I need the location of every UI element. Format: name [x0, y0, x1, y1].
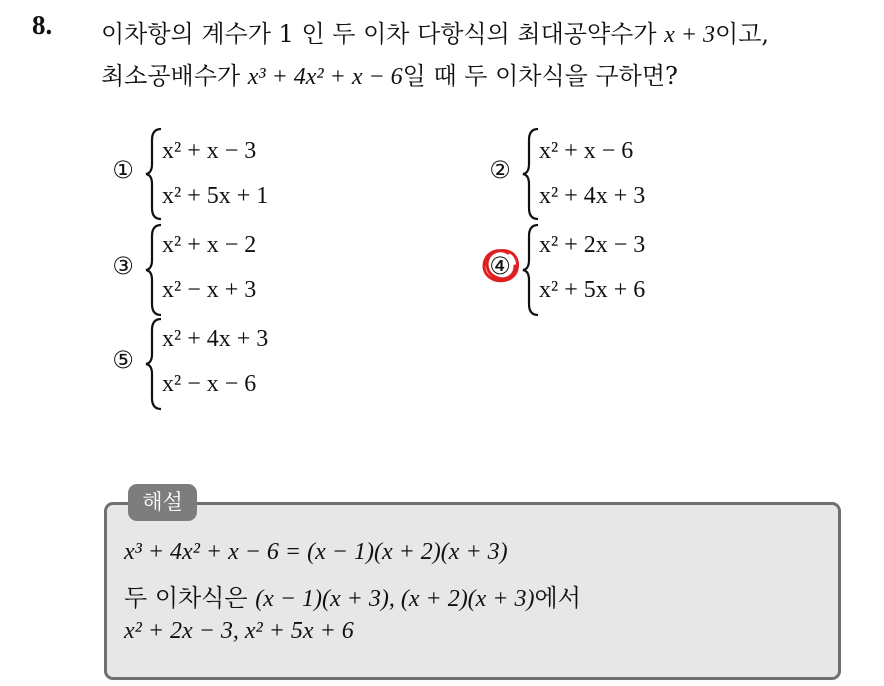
question-text-line-2: [101, 56, 678, 91]
choice-equation-2: x² + 5x + 1: [162, 183, 269, 209]
lcm-expression: x³ + 4x² + x − 6: [247, 64, 403, 90]
choice-equation-1: x² + 2x − 3: [539, 232, 646, 258]
choice-number: ③: [112, 252, 134, 280]
solution-text: 에서: [534, 584, 581, 612]
solution-line-3: x² + 2x − 3, x² + 5x + 6: [124, 618, 354, 644]
choice-equation-2: x² + 5x + 6: [539, 277, 646, 303]
question-text: 최소공배수가: [101, 62, 248, 90]
choice-equation-2: x² − x + 3: [162, 277, 257, 303]
question-number: 8.: [32, 10, 53, 40]
solution-line-2: [124, 578, 581, 613]
question-text-line-1: [101, 14, 769, 49]
question-text: 이고,: [715, 20, 770, 48]
solution-factors: (x − 1)(x + 3), (x + 2)(x + 3): [255, 586, 535, 612]
choice-number: ②: [489, 156, 511, 184]
question-text: 이차항의 계수가 1 인 두 이차 다항식의 최대공약수가: [101, 20, 665, 48]
choice-3[interactable]: [110, 222, 370, 318]
solution-line-1: x³ + 4x² + x − 6 = (x − 1)(x + 2)(x + 3): [124, 539, 508, 565]
choice-4[interactable]: [487, 222, 747, 318]
solution-label: 해설: [128, 484, 197, 521]
choice-number: ①: [112, 156, 134, 184]
choice-number: ⑤: [112, 346, 134, 374]
solution-text: 두 이차식은: [124, 584, 256, 612]
choice-equation-2: x² + 4x + 3: [539, 183, 646, 209]
gcd-expression: x + 3: [664, 22, 716, 48]
choice-equation-2: x² − x − 6: [162, 371, 257, 397]
choice-equation-1: x² + x − 6: [539, 138, 634, 164]
choice-5[interactable]: [110, 316, 370, 412]
choice-number: ④: [489, 252, 511, 280]
choice-equation-1: x² + x − 2: [162, 232, 257, 258]
question-text: 일 때 두 이차식을 구하면?: [402, 62, 678, 90]
choice-1[interactable]: [110, 126, 370, 222]
choice-equation-1: x² + x − 3: [162, 138, 257, 164]
choice-equation-1: x² + 4x + 3: [162, 326, 269, 352]
choice-2[interactable]: [487, 126, 747, 222]
